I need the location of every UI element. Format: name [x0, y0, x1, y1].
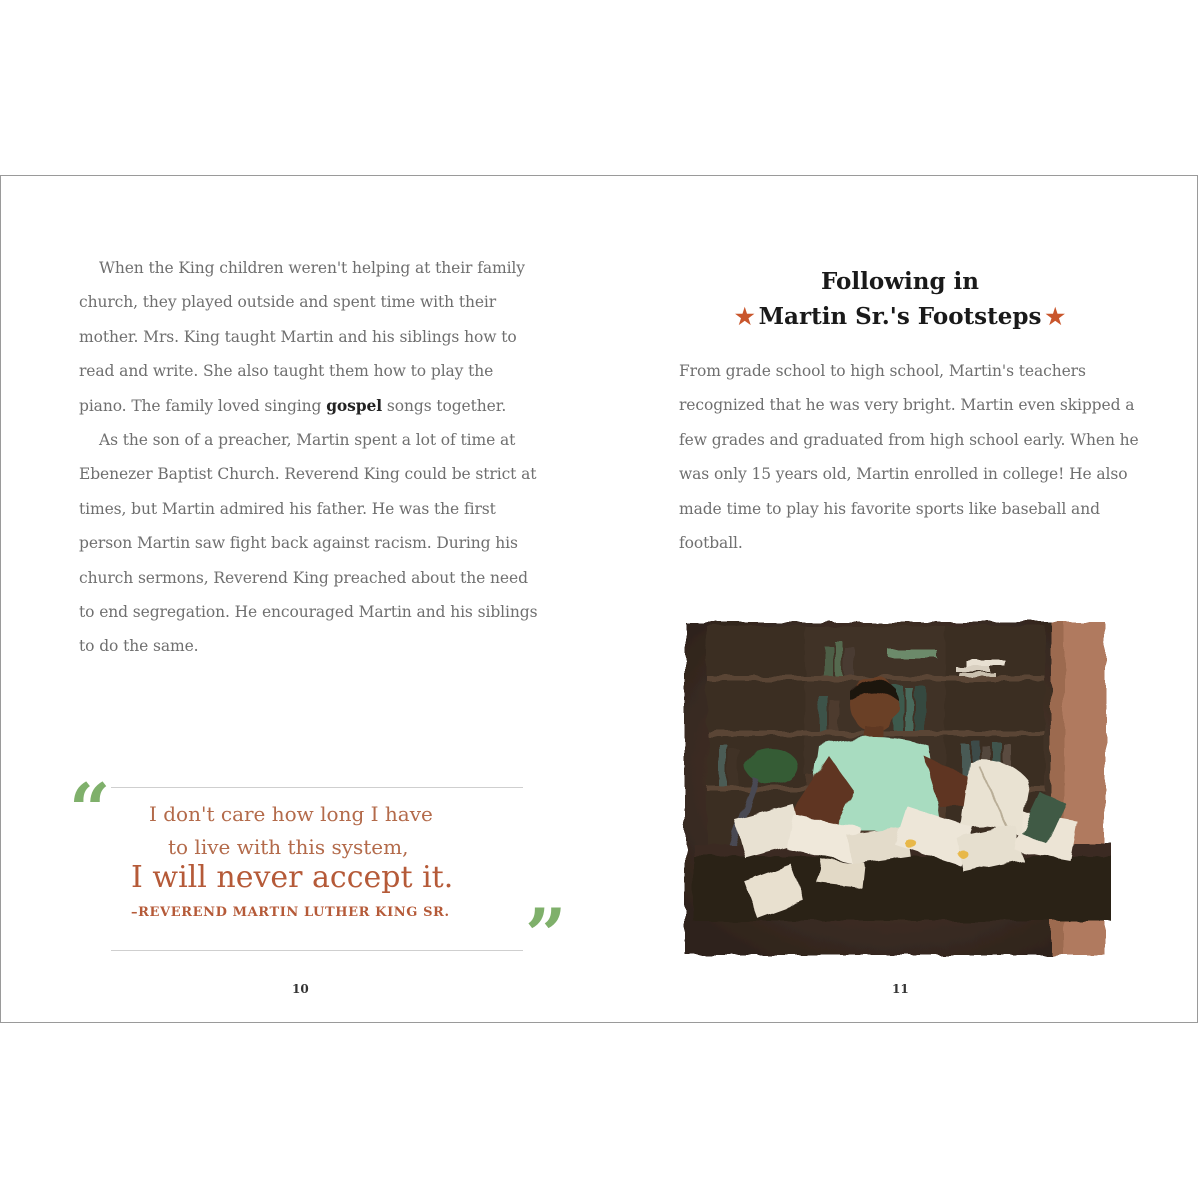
- quote-line-2: to live with this system,: [168, 835, 409, 859]
- paragraph-1-end: songs together.: [382, 396, 507, 415]
- heading-line-2-wrap: [601, 299, 1198, 335]
- quote-line-1: I don't care how long I have: [149, 802, 433, 826]
- quote-line-3: I will never accept it.: [131, 860, 454, 895]
- right-page: [601, 176, 1198, 1023]
- right-paragraph: From grade school to high school, Martin's teachers recognized that he was very bright. Martin even skipped a few grades and graduated from high school early. When he was only 15 years old, Martin enrolled in college! He also made time to play his favorite sports like baseball and football.: [679, 362, 1139, 553]
- close-quote-mark-icon: ”: [525, 892, 567, 977]
- right-body-text: [679, 354, 1139, 560]
- open-quote-mark-icon: “: [69, 767, 111, 852]
- quote-attribution: –REVEREND MARTIN LUTHER KING SR.: [131, 905, 450, 920]
- heading-line-1: Following in: [820, 268, 980, 295]
- book-spread: [0, 175, 1198, 1023]
- page-number-right: 11: [892, 982, 909, 996]
- illustration-martin-studying: [679, 616, 1111, 961]
- paragraph-1-start: When the King children weren't helping at their family church, they played outside and spent time with their mother. Mrs. King taught Martin and his siblings how to read and write. She also taught them how to play the piano. The family loved singing: [79, 259, 525, 415]
- star-icon-left: ★: [734, 304, 755, 330]
- section-heading: [601, 264, 1198, 335]
- left-page: [1, 176, 599, 1023]
- page-number-left: 10: [292, 982, 309, 996]
- paragraph-1: [79, 251, 539, 423]
- star-icon-right: ★: [1045, 304, 1066, 330]
- heading-line-2: Martin Sr.'s Footsteps: [758, 303, 1042, 330]
- left-body-text: [79, 251, 539, 664]
- paragraph-2: As the son of a preacher, Martin spent a lot of time at Ebenezer Baptist Church. Reverend King could be strict at times, but Martin admired his father. He was the first person Martin saw fight back against racism. During his church sermons, Reverend King preached about the need to end segregation. He encouraged Martin and his siblings to do the same.: [79, 431, 538, 656]
- glossary-term-gospel: gospel: [326, 395, 383, 415]
